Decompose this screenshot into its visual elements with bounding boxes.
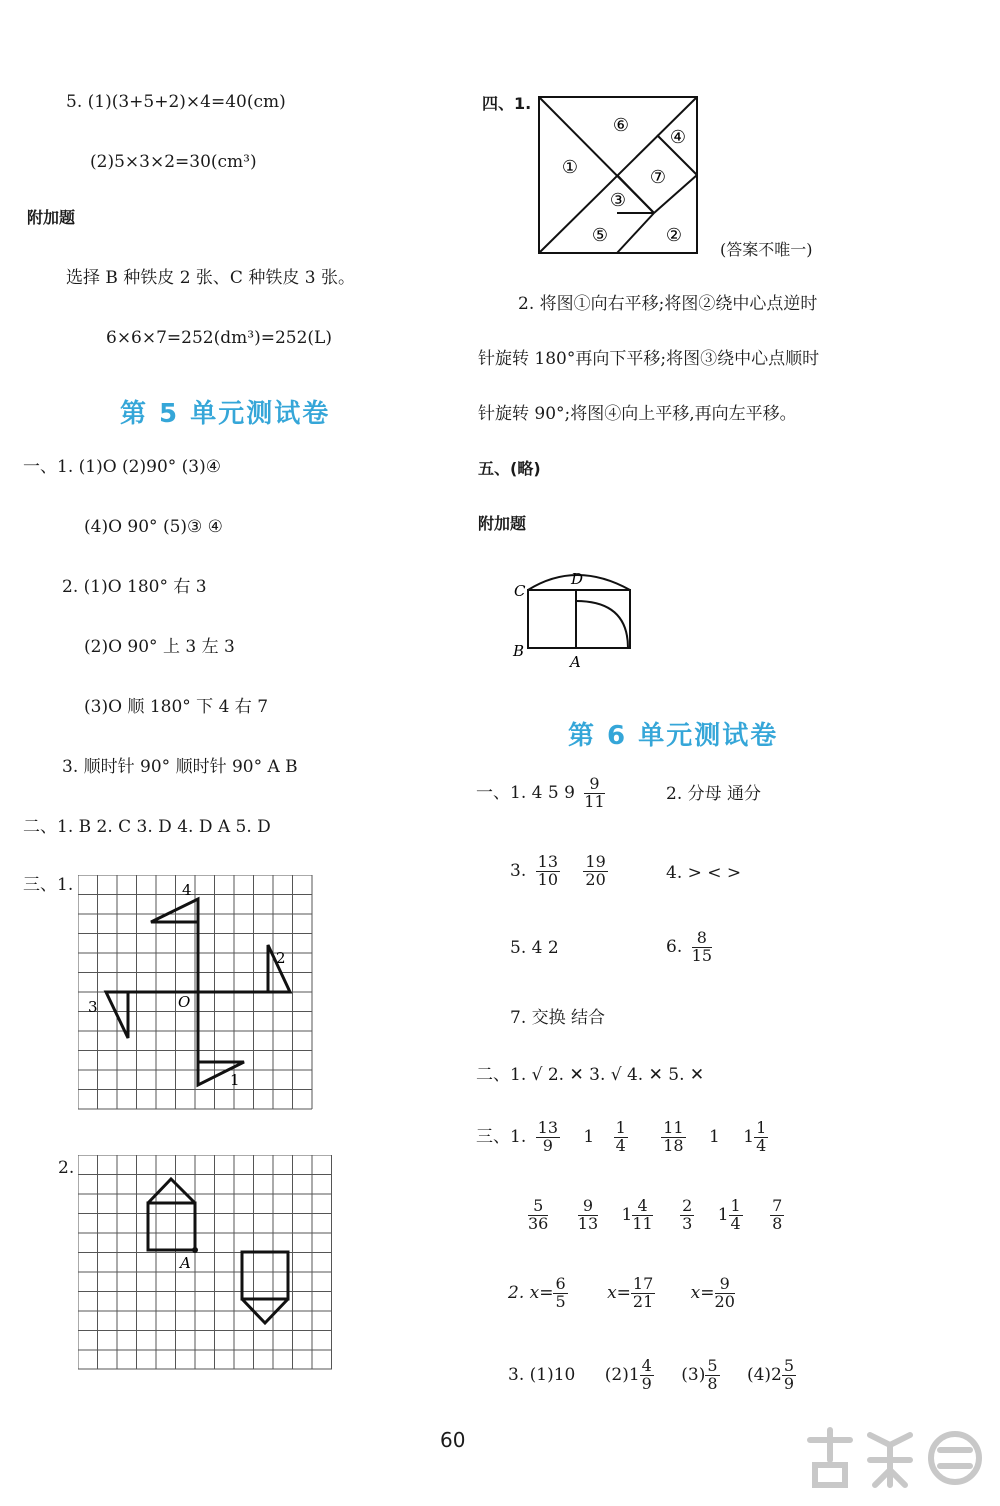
bonus-calc: 6×6×7=252(dm³)=252(L) <box>106 328 332 348</box>
point-a-label: A <box>180 1254 191 1272</box>
fraction-denominator: 11 <box>584 791 605 811</box>
right-bonus-heading: 附加题 <box>478 514 527 533</box>
sec4-q2-line3: 针旋转 90°;将图④向上平移,再向左平移。 <box>478 404 797 424</box>
fraction <box>578 1198 598 1233</box>
fraction-denominator: 20 <box>585 869 606 889</box>
u5-sec3-label: 三、1. <box>23 875 74 895</box>
rotation-grid-figure <box>78 875 316 1113</box>
fraction-numerator: 2 <box>682 1196 693 1215</box>
equation-lhs: x= <box>607 1282 631 1303</box>
u5-sec3-q2-label: 2. <box>58 1158 75 1178</box>
fraction-denominator: 21 <box>632 1291 654 1311</box>
fraction-denominator: 10 <box>537 869 558 889</box>
fraction <box>583 854 607 889</box>
fraction-numerator: 4 <box>641 1356 652 1375</box>
u5-line5: (3)O 顺 180° 下 4 右 7 <box>84 697 269 717</box>
fraction <box>528 1198 548 1233</box>
point-a-label-right: A <box>570 653 581 670</box>
fraction-denominator: 4 <box>615 1135 626 1155</box>
u6-q7: 7. 交换 结合 <box>510 1008 606 1028</box>
fraction-numerator: 11 <box>663 1118 684 1137</box>
shape-label-4: 4 <box>182 881 192 899</box>
fraction-numerator: 1 <box>730 1196 741 1215</box>
u6-q6-label: 6. <box>666 936 683 957</box>
fraction <box>631 1276 655 1311</box>
fraction-numerator: 1 <box>756 1118 767 1137</box>
sec4-q2-line1: 2. 将图①向右平移;将图②绕中心点逆时 <box>518 294 818 314</box>
fraction-numerator: 9 <box>584 776 604 794</box>
answer-part: (2)1 <box>604 1364 640 1385</box>
answer-5-2: (2)5×3×2=30(cm³) <box>90 152 257 172</box>
fraction <box>729 1198 743 1233</box>
answer-5-1: 5. (1)(3+5+2)×4=40(cm) <box>66 92 286 112</box>
u6-q5: 5. 4 2 <box>510 938 559 958</box>
u5-line1: 一、1. (1)O (2)90° (3)④ <box>23 457 221 477</box>
equation-lhs: 2. x= <box>508 1282 554 1303</box>
equation-lhs: x= <box>690 1282 715 1303</box>
answer-part: (3) <box>681 1364 706 1385</box>
sec4-q1-label: 四、1. <box>482 94 532 113</box>
answer-part: (4)2 <box>746 1364 782 1385</box>
fraction-numerator: 4 <box>632 1198 652 1216</box>
fraction <box>632 1198 652 1233</box>
u6-q6 <box>666 930 716 965</box>
fraction <box>640 1358 654 1393</box>
fraction <box>536 1120 560 1155</box>
fraction-numerator: 17 <box>632 1274 654 1293</box>
u5-line2: (4)O 90° (5)③ ④ <box>84 517 223 537</box>
fraction-numerator: 6 <box>555 1274 566 1293</box>
fraction <box>692 930 712 965</box>
mixed-number-whole: 1 <box>717 1204 729 1225</box>
bonus-answer: 选择 B 种铁皮 2 张、C 种铁皮 3 张。 <box>66 268 355 288</box>
fraction-denominator: 5 <box>555 1291 566 1311</box>
tangram-piece-6: ⑥ <box>612 115 630 136</box>
fraction-numerator: 13 <box>537 1118 558 1137</box>
fraction-denominator: 8 <box>772 1213 783 1233</box>
fraction-numerator: 19 <box>585 852 606 871</box>
watermark-logo <box>790 1420 990 1500</box>
fraction-denominator: 18 <box>663 1135 684 1155</box>
u6-q2: 2. 分母 通分 <box>666 784 762 804</box>
tangram-figure <box>537 95 703 257</box>
bonus-heading: 附加题 <box>27 208 76 227</box>
point-c-label: C <box>514 582 526 600</box>
u6-sec3-q2 <box>508 1276 739 1311</box>
unit6-title: 第 6 单元测试卷 <box>568 721 779 751</box>
fraction-denominator: 9 <box>783 1373 795 1393</box>
fraction <box>553 1276 567 1311</box>
tangram-piece-4: ④ <box>669 127 687 148</box>
tangram-piece-7: ⑦ <box>649 167 667 188</box>
fraction <box>536 854 560 889</box>
unit5-title: 第 5 单元测试卷 <box>120 399 331 429</box>
fraction-denominator: 8 <box>707 1373 718 1393</box>
u6-sec2: 二、1. √ 2. ✕ 3. √ 4. ✕ 5. ✕ <box>476 1065 705 1085</box>
whole-number: 1 <box>709 1126 720 1147</box>
fraction <box>584 776 604 811</box>
arc-square-figure <box>510 565 640 670</box>
mixed-number-whole: 1 <box>743 1126 755 1147</box>
u6-q1 <box>476 776 609 811</box>
fraction-denominator: 11 <box>632 1213 653 1233</box>
mixed-number-whole: 1 <box>621 1204 633 1225</box>
fraction-numerator: 5 <box>783 1356 795 1375</box>
fraction <box>661 1120 685 1155</box>
u6-sec3-q1-row2 <box>524 1198 788 1233</box>
fraction-numerator: 13 <box>537 852 558 871</box>
fraction <box>754 1120 768 1155</box>
page-number: 60 <box>440 1428 466 1452</box>
answer-part: 3. (1)10 <box>508 1364 576 1385</box>
point-d-label: D <box>571 570 584 588</box>
fraction-numerator: 8 <box>692 930 712 948</box>
fraction <box>782 1358 796 1393</box>
fraction-denominator: 15 <box>691 945 712 965</box>
u5-line7: 二、1. B 2. C 3. D 4. D A 5. D <box>23 817 271 837</box>
house-grid-figure <box>78 1155 338 1373</box>
u5-line6: 3. 顺时针 90° 顺时针 90° A B <box>62 757 298 777</box>
fraction-denominator: 9 <box>542 1135 553 1155</box>
shape-label-3: 3 <box>88 998 98 1016</box>
fraction <box>715 1276 735 1311</box>
tangram-piece-2: ② <box>665 225 683 246</box>
answer-not-unique-note: (答案不唯一) <box>720 240 813 259</box>
fraction-numerator: 5 <box>528 1198 548 1216</box>
fraction-denominator: 36 <box>528 1213 549 1233</box>
fraction-numerator: 9 <box>715 1276 735 1294</box>
fraction-denominator: 4 <box>730 1213 741 1233</box>
sec4-q2-line2: 针旋转 180°再向下平移;将图③绕中心点顺时 <box>478 349 820 369</box>
fraction-numerator: 5 <box>707 1356 718 1375</box>
tangram-piece-5: ⑤ <box>591 225 609 246</box>
fraction <box>770 1198 784 1233</box>
fraction-numerator: 7 <box>772 1196 783 1215</box>
fraction-denominator: 4 <box>756 1135 767 1155</box>
u6-q3 <box>510 854 612 889</box>
tangram-piece-3: ③ <box>609 190 627 211</box>
u6-sec3-q1 <box>476 1120 772 1155</box>
fraction-numerator: 9 <box>578 1198 598 1216</box>
fraction <box>614 1120 628 1155</box>
u6-q3-label: 3. <box>510 860 527 881</box>
fraction-denominator: 13 <box>577 1213 599 1233</box>
u6-sec3-label: 三、1. <box>476 1126 527 1147</box>
u6-q1-text: 一、1. 4 5 9 <box>476 782 575 803</box>
u6-q4: 4. > < > <box>666 863 742 883</box>
whole-number: 1 <box>583 1126 595 1147</box>
fraction-denominator: 20 <box>714 1291 735 1311</box>
u5-line3: 2. (1)O 180° 右 3 <box>62 577 207 597</box>
point-b-label: B <box>513 642 525 660</box>
fraction <box>705 1358 719 1393</box>
sec5-label: 五、(略) <box>478 459 541 478</box>
fraction-denominator: 3 <box>682 1213 693 1233</box>
fraction <box>680 1198 694 1233</box>
u6-sec3-q3 <box>508 1358 800 1393</box>
shape-label-1: 1 <box>230 1071 240 1089</box>
center-point-o: O <box>178 993 191 1011</box>
tangram-piece-1: ① <box>561 157 579 178</box>
fraction-numerator: 1 <box>615 1118 626 1137</box>
shape-label-2: 2 <box>276 949 286 967</box>
fraction-denominator: 9 <box>641 1373 652 1393</box>
u5-line4: (2)O 90° 上 3 左 3 <box>84 637 235 657</box>
